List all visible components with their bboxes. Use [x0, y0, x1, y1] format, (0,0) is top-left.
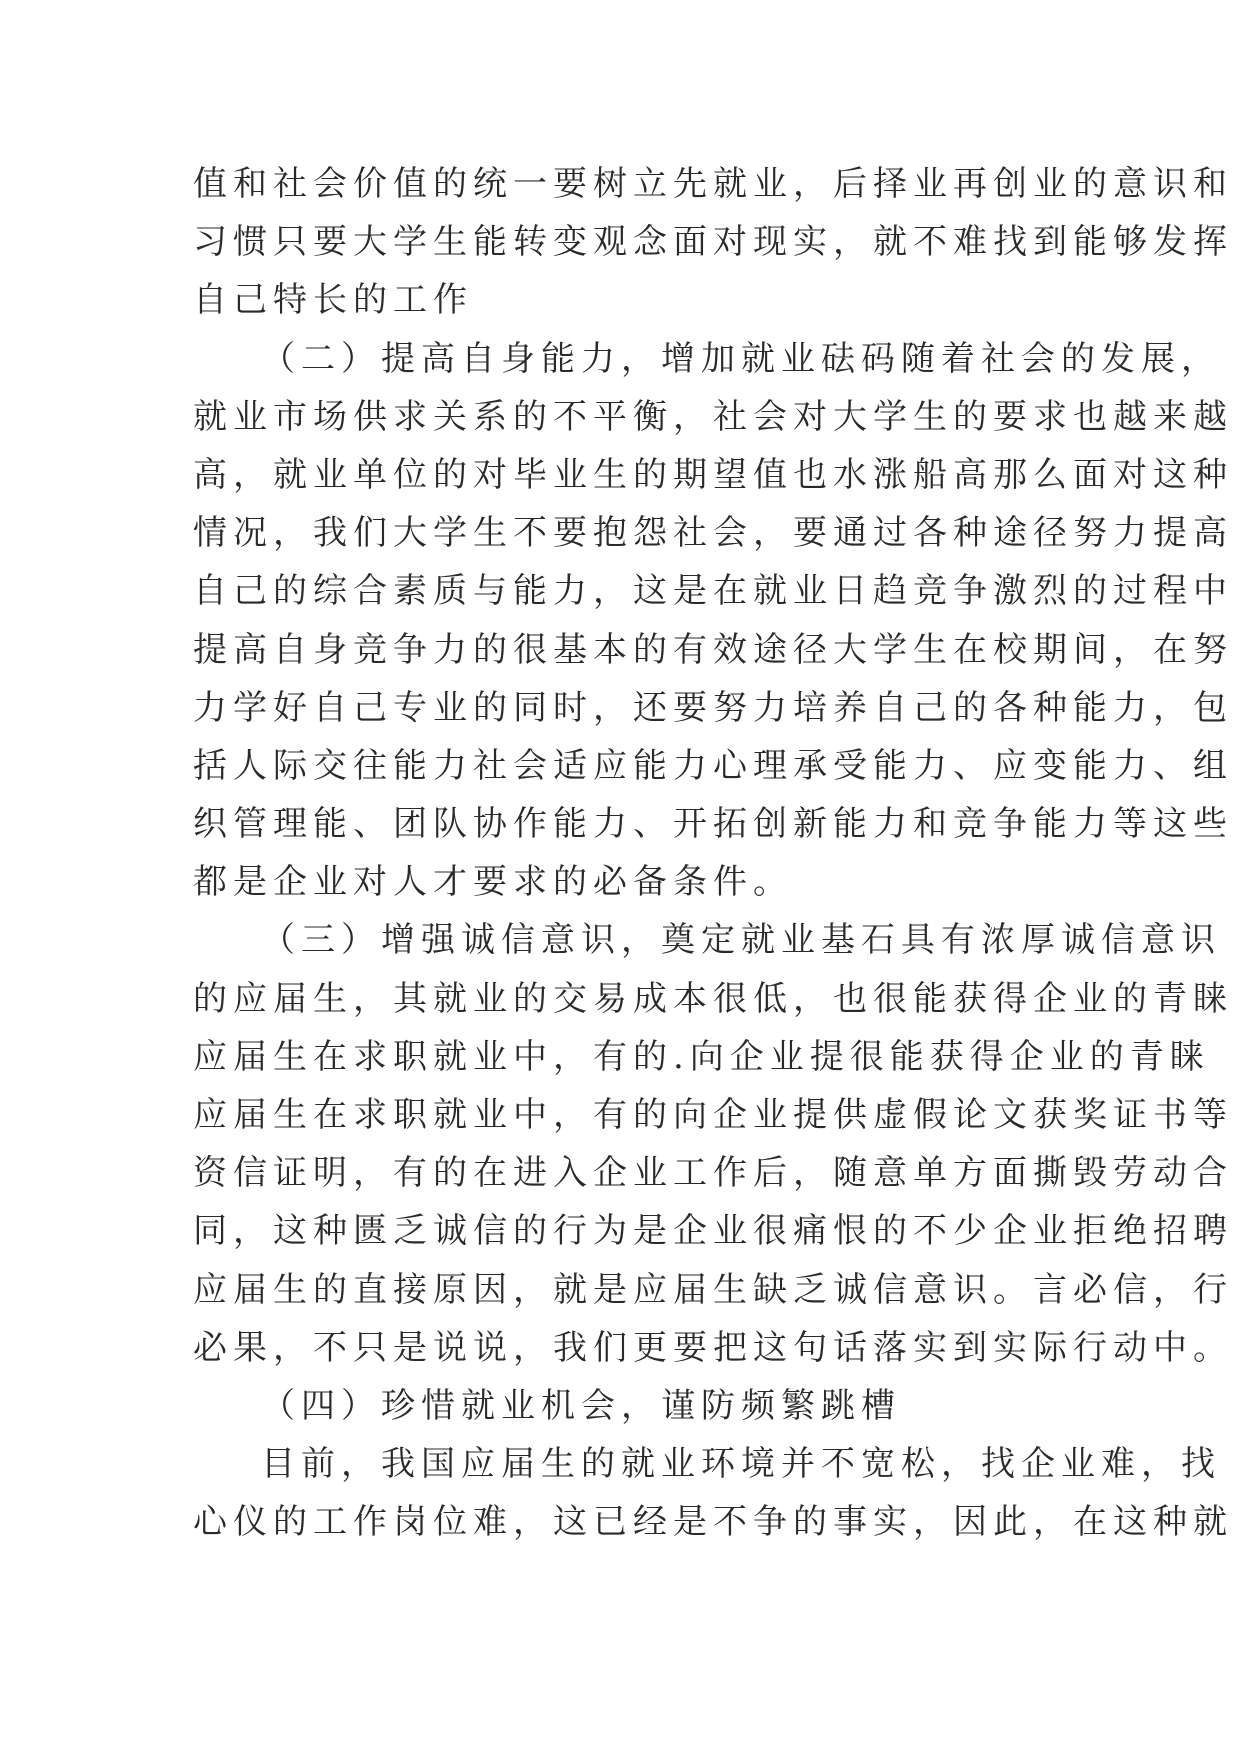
text-line: 提高自身竞争力的很基本的有效途径大学生在校期间，在努	[193, 629, 1233, 670]
text-line: 自己的综合素质与能力，这是在就业日趋竞争激烈的过程中	[193, 571, 1233, 612]
text-line: 情况，我们大学生不要抱怨社会，要通过各种途径努力提高	[193, 513, 1233, 554]
text-line: 的应届生，其就业的交易成本很低，也很能获得企业的青睐	[193, 978, 1233, 1019]
text-line: 自己特长的工作	[193, 280, 473, 321]
text-line: 应届生的直接原因，就是应届生缺乏诚信意识。言必信，行	[193, 1269, 1233, 1310]
document-body	[193, 155, 1233, 1552]
text-line: 应届生在求职就业中，有的向企业提供虚假论文获奖证书等	[193, 1095, 1233, 1135]
text-line: 必果，不只是说说，我们更要把这句话落实到实际行动中。	[193, 1327, 1233, 1368]
text-line: 习惯只要大学生能转变观念面对现实，就不难找到能够发挥	[193, 222, 1233, 263]
section-heading-three: （三）增强诚信意识，奠定就业基石具有浓厚诚信意识	[261, 920, 1221, 961]
text-line: 应届生在求职就业中，有的.向企业提很能获得企业的青睐	[193, 1036, 1210, 1077]
text-line: 同，这种匮乏诚信的行为是企业很痛恨的不少企业拒绝招聘	[193, 1211, 1233, 1252]
text-line: 织管理能、团队协作能力、开拓创新能力和竞争能力等这些	[193, 804, 1233, 845]
section-heading-four: （四）珍惜就业机会，谨防频繁跳槽	[261, 1385, 901, 1426]
paragraph-start: 目前，我国应届生的就业环境并不宽松，找企业难，找	[261, 1444, 1221, 1485]
text-line: 括人际交往能力社会适应能力心理承受能力、应变能力、组	[193, 745, 1233, 786]
text-line: 都是企业对人才要求的必备条件。	[193, 862, 793, 903]
text-line: 就业市场供求关系的不平衡，社会对大学生的要求也越来越	[193, 396, 1233, 437]
section-heading-two: （二）提高自身能力，增加就业砝码随着社会的发展，	[261, 338, 1221, 379]
text-line: 心仪的工作岗位难，这已经是不争的事实，因此，在这种就	[193, 1502, 1233, 1543]
text-line: 资信证明，有的在进入企业工作后，随意单方面撕毁劳动合	[193, 1153, 1233, 1194]
text-line: 力学好自己专业的同时，还要努力培养自己的各种能力，包	[193, 687, 1233, 728]
text-line: 值和社会价值的统一要树立先就业，后择业再创业的意识和	[193, 164, 1233, 204]
text-line: 高，就业单位的对毕业生的期望值也水涨船高那么面对这种	[193, 454, 1233, 495]
